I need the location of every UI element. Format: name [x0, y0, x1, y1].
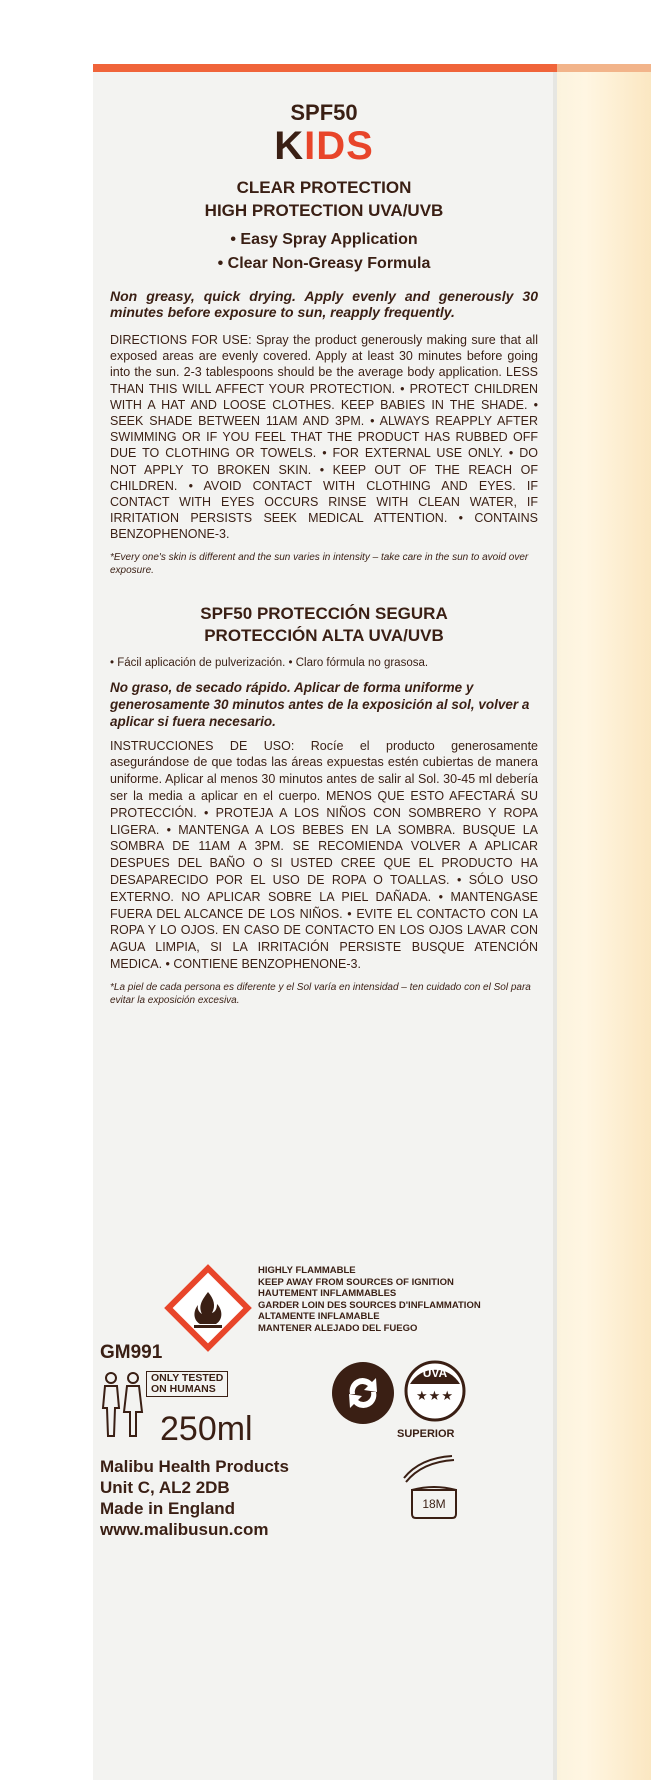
es-heading — [110, 603, 538, 647]
es-heading-line-2: PROTECCIÓN ALTA UVA/UVB — [204, 625, 444, 645]
warning-line: ALTAMENTE INFLAMABLE — [258, 1311, 380, 1322]
manufacturer-info — [100, 1456, 289, 1540]
company-name: Malibu Health Products — [100, 1457, 289, 1476]
en-directions: DIRECTIONS FOR USE: Spray the product generously making sure that all exposed areas are evenly covered. Apply at least 30 minutes before going into the sun. 2-3 tablespoons should be the average body application. LESS THAN THIS WILL AFFECT YOUR PROTECTION. • PROTECT CHILDREN WITH A HAT AND LOOSE CLOTHES. KEEP BABIES IN THE SHADE. • SEEK SHADE BETWEEN 11AM AND 3PM. • ALWAYS REAPPLY AFTER SWIMMING OR IF YOU FEEL THAT THE PRODUCT HAS RUBBED OFF DUE TO CLOTHING OR TOWELS. • FOR EXTERNAL USE ONLY. • DO NOT APPLY TO BROKEN SKIN. • KEEP OUT OF THE REACH OF CHILDREN. • AVOID CONTACT WITH CLOTHING AND EYES. IF CONTACT WITH EYES OCCURS RINSE WITH CLEAN WATER, IF IRRITATION PERSISTS SEEK MEDICAL ATTENTION. • CONTAINS BENZOPHENONE-3. — [110, 333, 538, 542]
es-footnote: *La piel de cada persona es diferente y el Sol varía en intensidad – ten cuidado con el Sol para evitar la exposición excesiva. — [110, 981, 531, 1006]
warning-line: HAUTEMENT INFLAMMABLES — [258, 1288, 397, 1299]
open-jar-icon — [400, 1452, 464, 1522]
top-orange-bar-right — [557, 64, 651, 72]
warning-line: MANTENER ALEJADO DEL FUEGO — [258, 1322, 418, 1334]
pao-label: 18M — [422, 1497, 446, 1511]
tested-line-2: ON HUMANS — [151, 1383, 216, 1395]
people-icon — [100, 1370, 144, 1442]
kids-logo — [110, 126, 538, 166]
feature-item: • Clear Non-Greasy Formula — [217, 255, 431, 272]
uva-stars: ★★★ — [416, 1388, 454, 1403]
warning-line: HIGHLY FLAMMABLE — [258, 1265, 356, 1276]
made-in: Made in England — [100, 1499, 236, 1518]
kids-logo-k: K — [274, 124, 305, 168]
top-orange-bar — [93, 64, 557, 72]
left-margin — [0, 0, 93, 1780]
feature-item: • Easy Spray Application — [230, 231, 418, 248]
es-intro: No graso, de secado rápido. Aplicar de forma uniforme y generosamente 30 minutos antes de la exposición al sol, volver a aplicar si fuera necesario. — [110, 679, 530, 729]
side-stripe — [557, 72, 651, 1780]
subtitle-line-2: HIGH PROTECTION UVA/UVB — [204, 201, 444, 220]
recycle-icon — [330, 1360, 396, 1426]
only-tested-badge — [146, 1371, 228, 1397]
product-subtitle — [110, 176, 538, 222]
warning-line: KEEP AWAY FROM SOURCES OF IGNITION — [258, 1276, 454, 1288]
es-directions: INSTRUCCIONES DE USO: Rocíe el producto generosamente asegurándose de que todas las áreas expuestas estén cubiertas de manera uniforme. Aplicar al menos 30 minutos antes de salir al Sol. 30-45 ml debería ser la media a aplicar en el cuerpo. MENOS QUE ESTO AFECTARÁ SU PROTECCIÓN. • PROTEJA A LOS NIÑOS CON SOMBRERO Y ROPA LIGERA. • MANTENGA A LOS BEBES EN LA SOMBRA. BUSQUE LA SOMBRA DE 11AM A 3PM. SE RECOMIENDA VOLVER A APLICAR DESPUES DEL BAÑO O SI USTED CREE QUE EL PRODUCTO HA DESAPARECIDO POR EL USO DE ROPA O TOALLAS. • SÓLO USO EXTERNO. NO APLICAR SOBRE LA PIEL DAÑADA. • MANTENGASE FUERA DEL ALCANCE DE LOS NIÑOS. • EVITE EL CONTACTO CON LA ROPA Y LO OJOS. EN CASO DE CONTACTO EN LOS OJOS LAVAR CON AGUA LIMPIA, SI LA IRRITACIÓN PERSISTE BUSQUE ATENCIÓN MEDICA. • CONTIENE BENZOPHENONE-3. — [110, 738, 538, 971]
volume: 250ml — [160, 1410, 253, 1448]
flammable-warnings — [258, 1265, 481, 1334]
en-footnote: *Every one's skin is different and the sun varies in intensity – take care in the sun to avoid over exposure. — [110, 551, 529, 576]
es-heading-line-1: SPF50 PROTECCIÓN SEGURA — [200, 603, 448, 623]
warning-line: GARDER LOIN DES SOURCES D'INFLAMMATION — [258, 1299, 481, 1311]
tested-line-1: ONLY TESTED — [151, 1372, 224, 1384]
website: www.malibusun.com — [100, 1520, 269, 1539]
uva-label: UVA — [422, 1366, 448, 1380]
superior-label: SUPERIOR — [397, 1428, 455, 1440]
uva-badge — [404, 1360, 466, 1422]
es-features: • Fácil aplicación de pulverización. • Claro fórmula no grasosa. — [110, 656, 429, 669]
company-address: Unit C, AL2 2DB — [100, 1478, 230, 1497]
kids-logo-rest: IDS — [304, 124, 374, 168]
label-content — [110, 72, 538, 1007]
subtitle-line-1: CLEAR PROTECTION — [236, 178, 412, 197]
spf-heading: SPF50 — [290, 100, 358, 125]
en-intro: Non greasy, quick drying. Apply evenly and generously 30 minutes before exposure to sun, reapply frequently. — [110, 288, 538, 320]
feature-list — [110, 228, 538, 276]
flammable-icon — [162, 1262, 254, 1354]
product-code: GM991 — [100, 1342, 163, 1363]
